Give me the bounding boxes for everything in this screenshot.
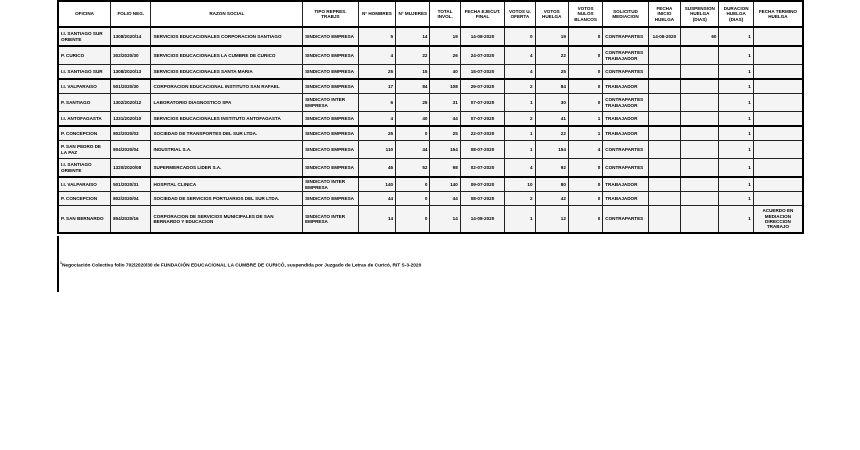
cell-total: 98	[430, 159, 460, 178]
cell-votos-oferta: 1	[505, 206, 535, 234]
cell-votos-huelga: 22	[535, 126, 568, 141]
cell-fecha-ejecut: 07-07-2020	[460, 94, 504, 112]
cell-duracion: 1	[719, 46, 753, 65]
cell-mujeres: 84	[396, 79, 430, 94]
cell-fecha-termino	[753, 112, 803, 127]
cell-razon-social: LABORATORIO DIAGNOSTICO SPA	[151, 94, 303, 112]
cell-votos-oferta: 1	[505, 94, 535, 112]
table-row	[58, 126, 803, 141]
cell-mujeres: 14	[396, 27, 430, 46]
cell-votos-oferta: 1	[505, 141, 535, 159]
cell-suspension	[681, 141, 719, 159]
cell-votos-oferta: 2	[505, 192, 535, 206]
header-hombres: N° HOMBRES	[358, 1, 395, 27]
cell-fecha-ejecut: 29-07-2020	[460, 79, 504, 94]
cell-tipo-repres: SINDICATO EMPRESA	[303, 112, 359, 127]
cell-suspension	[681, 79, 719, 94]
footnote-divider	[57, 236, 59, 292]
cell-fecha-ejecut: 09-07-2020	[460, 177, 504, 192]
cell-mujeres: 0	[396, 126, 430, 141]
cell-oficina: I.I. SANTIAGO ORIENTE	[58, 159, 111, 178]
cell-votos-nulos: 0	[568, 192, 602, 206]
cell-tipo-repres: SINDICATO INTER EMPRESA	[303, 177, 359, 192]
cell-razon-social: SERVICIOS EDUCACIONALES CORPORACION SANTIAGO	[151, 27, 303, 46]
cell-votos-huelga: 12	[535, 206, 568, 234]
cell-votos-nulos: 0	[568, 177, 602, 192]
cell-votos-oferta: 4	[505, 159, 535, 178]
cell-votos-huelga: 80	[535, 177, 568, 192]
cell-hombres: 4	[358, 46, 395, 65]
header-tipo-repres: TIPO REPRES. TRABJS	[303, 1, 359, 27]
cell-tipo-repres: SINDICATO INTER EMPRESA	[303, 94, 359, 112]
table-row	[58, 27, 803, 46]
cell-razon-social: CORPORACION DE SERVICIOS MUNICIPALES DE SAN BERNARDO Y EDUCACION	[151, 206, 303, 234]
cell-votos-nulos: 0	[568, 159, 602, 178]
cell-solicitud-mediacion: TRABAJADOR	[603, 112, 648, 127]
cell-fecha-termino	[753, 65, 803, 80]
cell-fecha-termino	[753, 159, 803, 178]
cell-fecha-ejecut: 24-07-2020	[460, 46, 504, 65]
cell-suspension	[681, 65, 719, 80]
cell-fecha-inicio	[648, 206, 680, 234]
cell-oficina: I.I. SANTIAGO SUR ORIENTE	[58, 27, 111, 46]
cell-solicitud-mediacion: CONTRAPARTES	[603, 159, 648, 178]
cell-oficina: I.I. ANTOFAGASTA	[58, 112, 111, 127]
table-row	[58, 94, 803, 112]
cell-votos-huelga: 19	[535, 27, 568, 46]
table-row	[58, 159, 803, 178]
cell-hombres: 14	[358, 206, 395, 234]
cell-duracion: 1	[719, 65, 753, 80]
cell-fecha-inicio	[648, 94, 680, 112]
cell-votos-huelga: 154	[535, 141, 568, 159]
cell-fecha-ejecut: 14-08-2020	[460, 206, 504, 234]
cell-fecha-ejecut: 15-07-2020	[460, 65, 504, 80]
header-total: TOTAL INVOL.	[430, 1, 460, 27]
cell-votos-nulos: 1	[568, 126, 602, 141]
cell-total: 44	[430, 112, 460, 127]
cell-fecha-ejecut: 08-07-2020	[460, 141, 504, 159]
cell-razon-social: SERVICIOS EDUCACIONALES SANTA MARIA	[151, 65, 303, 80]
cell-oficina: P. CURICO	[58, 46, 111, 65]
cell-hombres: 17	[358, 79, 395, 94]
cell-votos-oferta: 2	[505, 79, 535, 94]
cell-votos-huelga: 84	[535, 79, 568, 94]
cell-tipo-repres: SINDICATO EMPRESA	[303, 192, 359, 206]
cell-razon-social: SOCIEDAD DE TRANSPORTES DEL SUR LTDA.	[151, 126, 303, 141]
header-mujeres: N° MUJERES	[396, 1, 430, 27]
cell-fecha-inicio	[648, 65, 680, 80]
table-row	[58, 206, 803, 234]
table-row	[58, 141, 803, 159]
cell-votos-nulos: 0	[568, 65, 602, 80]
header-fecha-ejecut: FECHA EJECUT. FINAL	[460, 1, 504, 27]
cell-fecha-termino	[753, 126, 803, 141]
cell-votos-oferta: 2	[505, 112, 535, 127]
cell-fecha-termino: ACUERDO EN MEDIACION DIRECCION TRABAJO	[753, 206, 803, 234]
cell-total: 140	[430, 177, 460, 192]
header-folio: FOLIO NEG.	[111, 1, 151, 27]
cell-suspension: 60	[681, 27, 719, 46]
cell-votos-oferta: 1	[505, 126, 535, 141]
cell-fecha-inicio	[648, 112, 680, 127]
cell-votos-huelga: 22	[535, 46, 568, 65]
cell-suspension	[681, 126, 719, 141]
cell-mujeres: 0	[396, 177, 430, 192]
table-row	[58, 65, 803, 80]
cell-solicitud-mediacion: CONTRAPARTES TRABAJADOR	[603, 94, 648, 112]
cell-duracion: 1	[719, 177, 753, 192]
cell-votos-nulos: 0	[568, 46, 602, 65]
cell-tipo-repres: SINDICATO EMPRESA	[303, 65, 359, 80]
cell-tipo-repres: SINDICATO INTER EMPRESA	[303, 206, 359, 234]
cell-total: 26	[430, 46, 460, 65]
cell-hombres: 25	[358, 65, 395, 80]
cell-razon-social: SOCIEDAD DE SERVICIOS PORTUARIOS DEL SUR LTDA.	[151, 192, 303, 206]
cell-folio: 302/2020/30	[111, 46, 151, 65]
cell-suspension	[681, 177, 719, 192]
cell-votos-nulos: 0	[568, 27, 602, 46]
cell-fecha-ejecut: 22-07-2020	[460, 126, 504, 141]
cell-duracion: 1	[719, 159, 753, 178]
cell-fecha-termino	[753, 177, 803, 192]
cell-duracion: 1	[719, 141, 753, 159]
cell-total: 31	[430, 94, 460, 112]
cell-votos-oferta: 4	[505, 65, 535, 80]
table-row	[58, 192, 803, 206]
cell-votos-huelga: 42	[535, 192, 568, 206]
cell-total: 14	[430, 206, 460, 234]
cell-total: 25	[430, 126, 460, 141]
cell-fecha-inicio	[648, 141, 680, 159]
strike-report-sheet	[57, 0, 804, 234]
footnote	[60, 261, 421, 269]
cell-mujeres: 15	[396, 65, 430, 80]
cell-votos-nulos: 0	[568, 206, 602, 234]
header-oficina: OFICINA	[58, 1, 111, 27]
header-razon-social: RAZON SOCIAL	[151, 1, 303, 27]
cell-fecha-inicio	[648, 46, 680, 65]
cell-votos-oferta: 10	[505, 177, 535, 192]
cell-hombres: 4	[358, 112, 395, 127]
cell-folio: 802/2020/03	[111, 126, 151, 141]
cell-duracion: 1	[719, 94, 753, 112]
header-votos-huelga: VOTOS HUELGA	[535, 1, 568, 27]
header-fecha-inicio: FECHA INICIO HUELGA	[648, 1, 680, 27]
cell-folio: 1308/2020/14	[111, 27, 151, 46]
cell-mujeres: 22	[396, 46, 430, 65]
cell-fecha-termino	[753, 27, 803, 46]
cell-fecha-inicio	[648, 177, 680, 192]
cell-tipo-repres: SINDICATO EMPRESA	[303, 141, 359, 159]
table-row	[58, 46, 803, 65]
cell-fecha-inicio	[648, 79, 680, 94]
cell-folio: 804/2020/04	[111, 141, 151, 159]
cell-razon-social: SERVICIOS EDUCACIONALES LA CUMBRE DE CURICO	[151, 46, 303, 65]
cell-fecha-ejecut: 07-07-2020	[460, 112, 504, 127]
cell-oficina: P. CONCEPCION	[58, 192, 111, 206]
cell-fecha-inicio	[648, 192, 680, 206]
cell-votos-oferta: 4	[505, 46, 535, 65]
cell-votos-nulos: 0	[568, 79, 602, 94]
cell-duracion: 1	[719, 112, 753, 127]
footnote-marker: 1	[60, 261, 62, 265]
cell-votos-huelga: 25	[535, 65, 568, 80]
cell-total: 154	[430, 141, 460, 159]
cell-tipo-repres: SINDICATO EMPRESA	[303, 46, 359, 65]
header-fecha-termino: FECHA TERMINO HUELGA	[753, 1, 803, 27]
cell-duracion: 1	[719, 192, 753, 206]
cell-fecha-inicio: 14-08-2020	[648, 27, 680, 46]
cell-fecha-termino	[753, 141, 803, 159]
cell-fecha-termino	[753, 79, 803, 94]
cell-mujeres: 44	[396, 141, 430, 159]
cell-fecha-ejecut: 08-07-2020	[460, 192, 504, 206]
cell-duracion: 1	[719, 206, 753, 234]
cell-mujeres: 25	[396, 94, 430, 112]
cell-oficina: P. SAN BERNARDO	[58, 206, 111, 234]
cell-solicitud-mediacion: TRABAJADOR	[603, 126, 648, 141]
cell-total: 44	[430, 192, 460, 206]
cell-hombres: 44	[358, 192, 395, 206]
cell-duracion: 1	[719, 126, 753, 141]
strike-report-table	[57, 0, 804, 234]
table-row	[58, 177, 803, 192]
cell-tipo-repres: SINDICATO EMPRESA	[303, 27, 359, 46]
cell-razon-social: SERVICIOS EDUCACIONALES INSTITUTO ANTOFAGASTA	[151, 112, 303, 127]
cell-fecha-ejecut: 14-08-2020	[460, 27, 504, 46]
cell-suspension	[681, 159, 719, 178]
cell-folio: 501/2020/31	[111, 177, 151, 192]
header-duracion: DURACION HUELGA (DIAS)	[719, 1, 753, 27]
cell-duracion: 1	[719, 79, 753, 94]
cell-total: 40	[430, 65, 460, 80]
cell-oficina: I.I. VALPARAISO	[58, 79, 111, 94]
cell-votos-nulos: 1	[568, 112, 602, 127]
cell-suspension	[681, 112, 719, 127]
table-body	[58, 27, 803, 233]
cell-votos-huelga: 92	[535, 159, 568, 178]
cell-votos-oferta: 0	[505, 27, 535, 46]
cell-solicitud-mediacion: TRABAJADOR	[603, 177, 648, 192]
cell-mujeres: 40	[396, 112, 430, 127]
cell-fecha-inicio	[648, 159, 680, 178]
cell-solicitud-mediacion: CONTRAPARTES TRABAJADOR	[603, 46, 648, 65]
cell-tipo-repres: SINDICATO EMPRESA	[303, 159, 359, 178]
cell-tipo-repres: SINDICATO EMPRESA	[303, 126, 359, 141]
header-suspension: SUSPENSION HUELGA (DIAS)	[681, 1, 719, 27]
cell-solicitud-mediacion: TRABAJADOR	[603, 192, 648, 206]
cell-duracion: 1	[719, 27, 753, 46]
cell-razon-social: INDUSTRIAL S.A.	[151, 141, 303, 159]
header-solicitud-mediacion: SOLICITUD MEDIACION	[603, 1, 648, 27]
cell-mujeres: 52	[396, 159, 430, 178]
cell-votos-huelga: 41	[535, 112, 568, 127]
cell-suspension	[681, 94, 719, 112]
cell-solicitud-mediacion: CONTRAPARTES	[603, 206, 648, 234]
cell-total: 19	[430, 27, 460, 46]
cell-mujeres: 0	[396, 206, 430, 234]
cell-folio: 501/2020/30	[111, 79, 151, 94]
cell-solicitud-mediacion: TRABAJADOR	[603, 79, 648, 94]
cell-total: 108	[430, 79, 460, 94]
cell-folio: 1331/2020/10	[111, 112, 151, 127]
cell-solicitud-mediacion: CONTRAPARTES	[603, 141, 648, 159]
cell-razon-social: SUPERMERCADOS LIDER S.A.	[151, 159, 303, 178]
cell-folio: 1302/2020/12	[111, 94, 151, 112]
cell-oficina: P. SAN PEDRO DE LA PAZ	[58, 141, 111, 159]
cell-oficina: P. SANTIAGO	[58, 94, 111, 112]
cell-fecha-inicio	[648, 126, 680, 141]
cell-suspension	[681, 206, 719, 234]
cell-hombres: 140	[358, 177, 395, 192]
cell-solicitud-mediacion: CONTRAPARTES	[603, 27, 648, 46]
cell-oficina: I.I. SANTIAGO SUR	[58, 65, 111, 80]
cell-votos-huelga: 30	[535, 94, 568, 112]
cell-mujeres: 0	[396, 192, 430, 206]
header-votos-oferta: VOTOS U. OFERTA	[505, 1, 535, 27]
cell-tipo-repres: SINDICATO EMPRESA	[303, 79, 359, 94]
cell-fecha-ejecut: 02-07-2020	[460, 159, 504, 178]
cell-folio: 1308/2020/13	[111, 65, 151, 80]
cell-fecha-termino	[753, 94, 803, 112]
cell-fecha-termino	[753, 192, 803, 206]
cell-folio: 804/2020/16	[111, 206, 151, 234]
header-votos-nulos: VOTOS NULOS BLANCOS	[568, 1, 602, 27]
cell-folio: 802/2020/04	[111, 192, 151, 206]
cell-hombres: 5	[358, 27, 395, 46]
cell-hombres: 6	[358, 94, 395, 112]
table-row	[58, 79, 803, 94]
table-row	[58, 112, 803, 127]
cell-votos-nulos: 4	[568, 141, 602, 159]
cell-suspension	[681, 192, 719, 206]
cell-folio: 1320/2020/08	[111, 159, 151, 178]
cell-hombres: 110	[358, 141, 395, 159]
cell-votos-nulos: 0	[568, 94, 602, 112]
cell-oficina: I.I. VALPARAISO	[58, 177, 111, 192]
table-header-row	[58, 1, 803, 27]
cell-razon-social: CORPORACION EDUCACIONAL INSTITUTO SAN RAFAEL	[151, 79, 303, 94]
footnote-text: Negociación Colectiva folio 702/2020/30 de FUNDACIÓN EDUCACIONAL LA CUMBRE DE CURICÓ, suspendida por Juzgado de Letras de Curicó, RIT S-3-2020	[61, 263, 422, 269]
cell-oficina: P. CONCEPCION	[58, 126, 111, 141]
cell-razon-social: HOSPITAL CLINICA	[151, 177, 303, 192]
cell-solicitud-mediacion: CONTRAPARTES	[603, 65, 648, 80]
cell-fecha-termino	[753, 46, 803, 65]
cell-hombres: 25	[358, 126, 395, 141]
cell-hombres: 46	[358, 159, 395, 178]
cell-suspension	[681, 46, 719, 65]
